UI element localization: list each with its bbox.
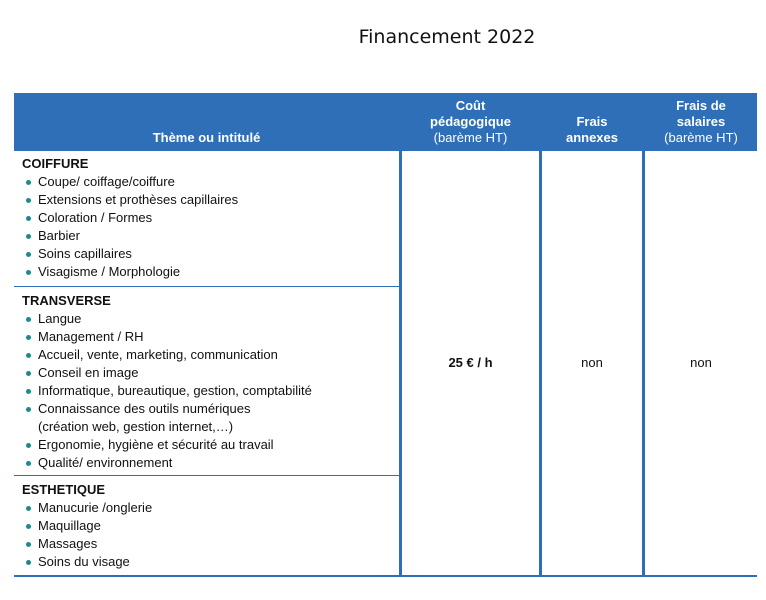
row-divider (14, 475, 399, 476)
list-item (22, 310, 397, 328)
list-item (22, 245, 397, 263)
bullet-icon (26, 335, 31, 340)
section-transverse (22, 292, 397, 472)
bullet-icon (26, 353, 31, 358)
item-label: Connaissance des outils numériques (38, 401, 251, 416)
section-esthetique (22, 481, 397, 571)
bullet-icon (26, 443, 31, 448)
bullet-icon (26, 560, 31, 565)
item-label: Coupe/ coiffage/coiffure (38, 174, 175, 189)
section-title: TRANSVERSE (22, 293, 111, 308)
item-label: Conseil en image (38, 365, 139, 380)
header-theme-label: Thème ou intitulé (152, 130, 261, 145)
item-label: Extensions et prothèses capillaires (38, 192, 239, 207)
item-list (22, 499, 397, 571)
item-label: Accueil, vente, marketing, communication (38, 347, 278, 362)
item-label: Soins du visage (38, 554, 130, 569)
header-salary-line1: Frais de (676, 98, 726, 113)
column-separator (642, 93, 645, 577)
list-item (22, 517, 397, 535)
header-salary-line3: (barème HT) (664, 130, 738, 145)
list-item (22, 364, 397, 382)
bullet-icon (26, 461, 31, 466)
column-separator (539, 93, 542, 577)
bullet-icon (26, 407, 31, 412)
bullet-icon (26, 389, 31, 394)
header-cost-line1: Coût (455, 98, 486, 113)
list-item (22, 400, 397, 418)
item-list (22, 173, 397, 281)
header-theme (14, 93, 399, 151)
item-label: Maquillage (38, 518, 101, 533)
bullet-icon (26, 542, 31, 547)
header-cost (402, 93, 539, 151)
item-label: Soins capillaires (38, 246, 132, 261)
bullet-icon (26, 317, 31, 322)
bullet-icon (26, 524, 31, 529)
header-annex-line1: Frais (576, 114, 608, 129)
item-label: Qualité/ environnement (38, 455, 173, 470)
list-item (22, 535, 397, 553)
item-label: Barbier (38, 228, 80, 243)
section-title: COIFFURE (22, 156, 89, 171)
item-label: Visagisme / Morphologie (38, 264, 181, 279)
bullet-icon (26, 371, 31, 376)
salary-value: non (690, 355, 712, 370)
list-item (22, 173, 397, 191)
header-annex (542, 93, 642, 151)
list-item (22, 553, 397, 571)
list-item-continuation (22, 418, 397, 436)
item-label: Ergonomie, hygiène et sécurité au travail (38, 437, 274, 452)
bullet-icon (26, 216, 31, 221)
bullet-icon (26, 180, 31, 185)
header-salary (645, 93, 757, 151)
cost-value: 25 € / h (448, 355, 493, 370)
row-divider (14, 286, 399, 287)
bullet-icon (26, 270, 31, 275)
page-title: Financement 2022 (358, 26, 536, 48)
item-label: Langue (38, 311, 82, 326)
section-title: ESTHETIQUE (22, 482, 106, 497)
table-bottom-border (14, 575, 757, 577)
item-label: Coloration / Formes (38, 210, 153, 225)
header-cost-line2: pédagogique (430, 114, 511, 129)
bullet-icon (26, 198, 31, 203)
annex-value: non (581, 355, 603, 370)
list-item (22, 227, 397, 245)
list-item (22, 209, 397, 227)
bullet-icon (26, 234, 31, 239)
header-cost-line3: (barème HT) (433, 130, 508, 145)
item-label: Informatique, bureautique, gestion, comptabilité (38, 383, 312, 398)
item-list (22, 310, 397, 472)
list-item (22, 382, 397, 400)
header-salary-line2: salaires (676, 114, 726, 129)
list-item (22, 436, 397, 454)
column-separator (399, 93, 402, 577)
item-label: Manucurie /onglerie (38, 500, 153, 515)
list-item (22, 454, 397, 472)
bullet-icon (26, 252, 31, 257)
section-coiffure (22, 155, 397, 281)
list-item (22, 263, 397, 281)
item-label: Management / RH (38, 329, 144, 344)
list-item (22, 499, 397, 517)
list-item (22, 328, 397, 346)
list-item (22, 346, 397, 364)
item-label: Massages (38, 536, 98, 551)
bullet-icon (26, 506, 31, 511)
item-label: (création web, gestion internet,…) (38, 419, 234, 434)
list-item (22, 191, 397, 209)
header-annex-line2: annexes (565, 130, 619, 145)
